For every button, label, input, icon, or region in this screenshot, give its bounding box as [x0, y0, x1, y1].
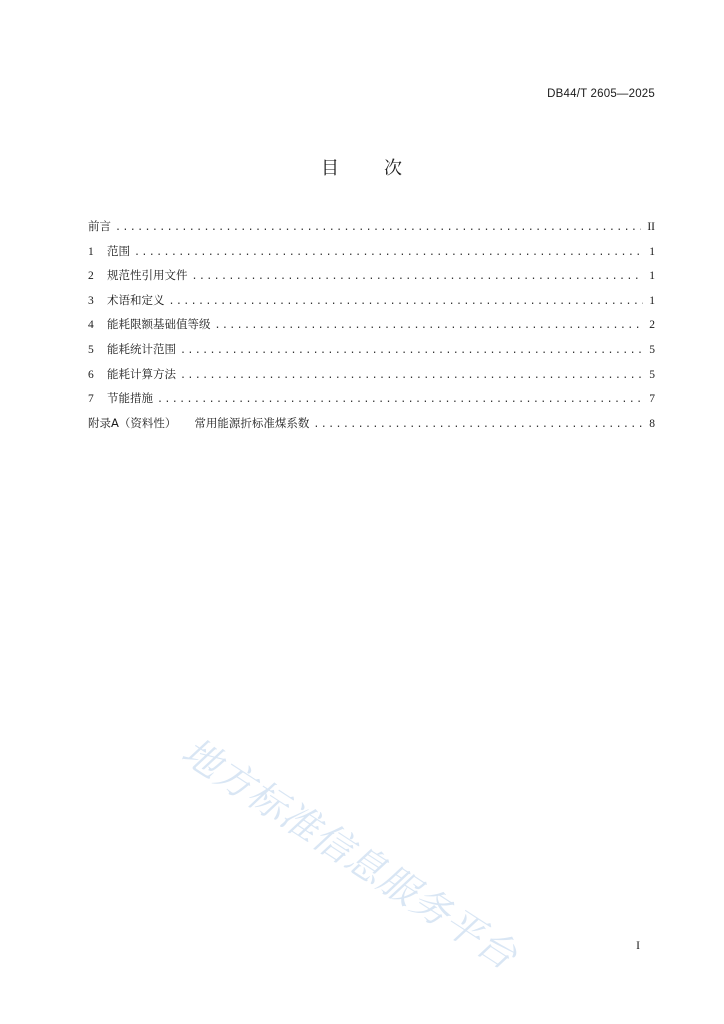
toc-entry-6[interactable]: [88, 366, 655, 391]
dot-leader: [169, 296, 644, 307]
toc-entry-page: 1: [649, 245, 655, 258]
toc-entry-number: 7: [88, 393, 94, 406]
toc-entry-number: 1: [88, 245, 94, 258]
toc-entry-page: 2: [649, 319, 655, 332]
dot-leader: [134, 247, 643, 258]
dot-leader: [180, 370, 643, 381]
page-title: [0, 154, 724, 180]
toc-entry-label: [88, 415, 313, 431]
dot-leader: [215, 320, 644, 331]
dot-leader: [180, 345, 643, 356]
toc-entry-2[interactable]: [88, 267, 655, 292]
appendix-title: 常用能源折标准煤系数: [194, 415, 310, 430]
toc-entry-foreword[interactable]: [88, 218, 655, 243]
dot-leader: [192, 271, 644, 282]
toc-entry-label: 规范性引用文件: [107, 268, 188, 283]
toc-entry-label: 范围: [107, 243, 130, 258]
watermark: 地方标准信息服务平台: [174, 728, 526, 979]
toc-entry-label: 术语和定义: [107, 292, 165, 307]
toc-entry-label: 能耗统计范围: [107, 341, 176, 356]
toc-entry-label: 能耗计算方法: [107, 366, 176, 381]
toc-entry-number: 2: [88, 270, 94, 283]
toc-entry-1[interactable]: [88, 243, 655, 268]
dot-leader: [115, 222, 641, 233]
dot-leader: [313, 419, 643, 430]
toc-entry-number: 4: [88, 319, 94, 332]
document-id: DB44/T 2605—2025: [547, 88, 655, 100]
toc-entry-number: 3: [88, 294, 94, 307]
toc-entry-3[interactable]: [88, 292, 655, 317]
toc-entry-label: 能耗限额基础值等级: [107, 317, 211, 332]
toc-entry-page: 1: [649, 270, 655, 283]
table-of-contents: [88, 218, 655, 439]
toc-entry-page: 8: [649, 417, 655, 430]
toc-entry-4[interactable]: [88, 316, 655, 341]
title-char-1: 目: [321, 158, 340, 179]
toc-entry-label: 前言: [88, 219, 111, 233]
appendix-designation: 附录A（资料性）: [88, 415, 177, 430]
toc-entry-page: 5: [649, 343, 655, 356]
toc-entry-label: 节能措施: [107, 391, 153, 406]
toc-entry-5[interactable]: [88, 341, 655, 366]
toc-entry-number: 5: [88, 343, 94, 356]
toc-entry-page: 7: [649, 393, 655, 406]
toc-entry-page: 5: [649, 368, 655, 381]
title-char-2: 次: [384, 158, 403, 179]
toc-entry-page: 1: [649, 294, 655, 307]
page-number: I: [636, 940, 640, 952]
toc-entry-7[interactable]: [88, 390, 655, 415]
toc-entry-appendix-a[interactable]: [88, 415, 655, 440]
toc-entry-page: II: [647, 221, 655, 233]
dot-leader: [157, 394, 643, 405]
toc-entry-number: 6: [88, 368, 94, 381]
